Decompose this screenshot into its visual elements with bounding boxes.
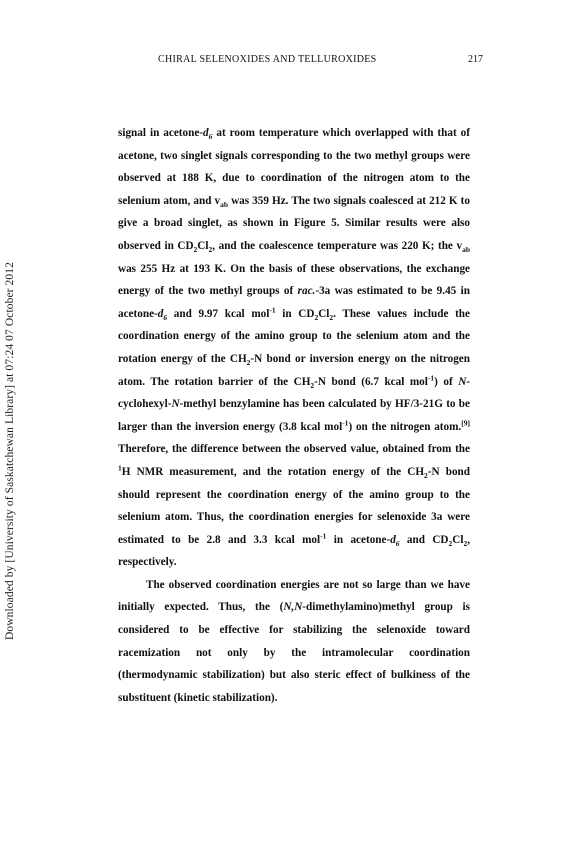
- text-run: d: [390, 533, 396, 546]
- text-run: 2: [193, 245, 198, 255]
- text-run: Cl: [318, 307, 330, 320]
- text-run: d: [157, 307, 164, 320]
- text-run: -1: [269, 305, 276, 315]
- download-watermark: Downloaded by [University of Saskatchewan Library] at 07:24 07 October 2012: [4, 262, 16, 640]
- paragraph: [118, 122, 470, 574]
- text-run: in acetone-: [326, 533, 391, 546]
- text-run: and 9.97 kcal mol: [167, 307, 270, 320]
- text-run: in CD: [275, 307, 315, 320]
- text-run: 2: [208, 245, 213, 255]
- running-head: CHIRAL SELENOXIDES AND TELLUROXIDES: [158, 54, 377, 65]
- text-run: 1: [118, 463, 122, 473]
- text-run: at room temperature which overlapped with that of acetone, two singlet signals corresponding to the two methyl groups were observed at 188 K, due to coordination of the nitrogen atom to the selenium atom, and v: [118, 127, 470, 207]
- text-run: and CD: [399, 533, 449, 546]
- text-run: 2: [314, 312, 319, 322]
- text-run: ) on the nitrogen atom.: [348, 420, 462, 433]
- text-run: N,N: [283, 601, 303, 614]
- text-run: , and the coalescence temperature was 220 K; the v: [212, 239, 463, 252]
- text-run: Therefore, the difference between the observed value, obtained from the: [118, 443, 470, 456]
- text-run: signal in acetone-: [118, 127, 204, 139]
- text-run: Cl: [197, 239, 209, 252]
- text-run: -3a was estimated to be 9.45 in acetone-: [118, 285, 470, 320]
- text-run: -1: [320, 530, 327, 540]
- text-run: 6: [163, 312, 168, 322]
- text-run: Cl: [452, 533, 464, 546]
- text-run: -dimethylamino)methyl group is considered to be effective for stabilizing the selenoxide toward racemization not only by the intramolecular coordination (thermodynamic stabilization) but also steric effect of bulkiness of the substituent (kinetic stabilization).: [118, 601, 471, 704]
- paragraph: [118, 574, 470, 710]
- text-run: 2: [246, 358, 251, 368]
- text-run: -1: [427, 372, 435, 382]
- text-run: . These values include the coordination energy of the amino group to the selenium atom and the rotation energy of the CH: [118, 307, 470, 365]
- text-run: was 255 Hz at 193 K. On the basis of these observations, the exchange energy of the two methyl groups of: [118, 262, 470, 298]
- text-run: 6: [208, 132, 213, 142]
- text-run: -1: [342, 417, 349, 427]
- text-run: ab: [220, 200, 229, 210]
- text-run: 2: [448, 538, 453, 548]
- text-run: 2: [424, 471, 428, 481]
- text-run: ) of: [434, 375, 459, 388]
- text-run: N: [171, 398, 180, 411]
- text-run: , respectively.: [118, 533, 470, 569]
- text-run: -methyl benzylamine has been calculated by HF/3-21G to be larger than the inversion energy (3.8 kcal mol: [118, 398, 470, 433]
- text-run: [9]: [461, 417, 470, 427]
- text-run: 2: [463, 538, 468, 548]
- text-run: The observed coordination energies are not so large than we have initially expected. Thus, the (: [118, 578, 470, 614]
- page-number: 217: [468, 54, 483, 65]
- text-run: 6: [395, 538, 400, 548]
- text-run: 2: [329, 312, 334, 322]
- text-run: H NMR measurement, and the rotation energy of the CH: [121, 465, 425, 478]
- text-run: -N bond or inversion energy on the nitrogen atom. The rotation barrier of the CH: [118, 352, 470, 388]
- text-run: N: [458, 375, 467, 388]
- text-run: ab: [462, 245, 470, 255]
- text-run: d: [203, 127, 209, 139]
- text-run: 2: [310, 380, 315, 390]
- text-run: -N bond (6.7 kcal mol: [314, 375, 428, 388]
- text-run: -N bond should represent the coordination energy of the amino group to the selenium atom. Thus, the coordination energies for selenoxide 3a were estimated to be 2.8 and 3.3 kcal mol: [118, 465, 470, 546]
- text-run: -cyclohexyl-: [118, 375, 471, 411]
- text-run: rac.: [297, 285, 316, 298]
- text-run: was 359 Hz. The two signals coalesced at 212 K to give a broad singlet, as shown in Figure 5. Similar results were also observed in CD: [118, 194, 470, 252]
- body-text: [118, 122, 470, 709]
